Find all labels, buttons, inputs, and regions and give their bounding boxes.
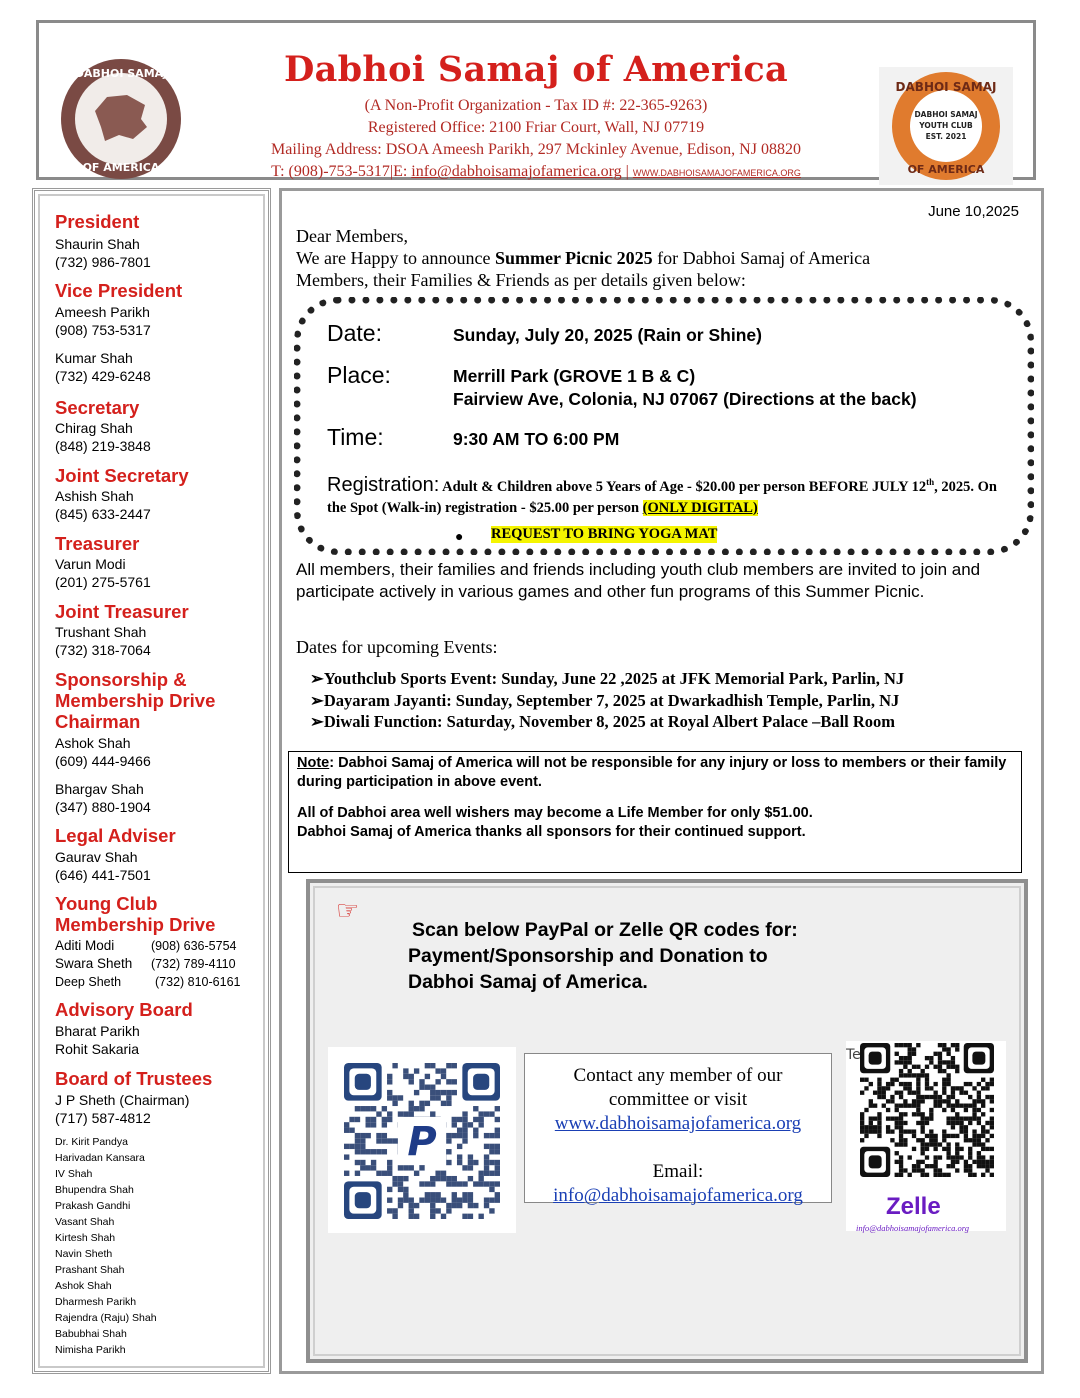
header-email-link[interactable]: info@dabhoisamajofamerica.org [411, 163, 622, 180]
registration-details: Registration: Adult & Children above 5 Years of Age - $20.00 per person BEFORE JULY 12th, 2025. On the Spot (Walk-in) registration - $25.00 per person (ONLY DIGITAL) [327, 473, 997, 516]
secretary-phone: (848) 219-3848 [55, 438, 151, 454]
joint-treasurer-name: Trushant Shah [55, 624, 147, 640]
legal-adviser-title: Legal Adviser [55, 825, 176, 846]
invitation-text: All members, their families and friends including youth club members are invited to join and participate actively in various games and other fun programs of this Summer Picnic. [296, 560, 981, 601]
upcoming-event-item: ➢Youthclub Sports Event: Sunday, June 22 ,2025 at JFK Memorial Park, Parlin, NJ [310, 669, 905, 688]
mailing-address-line: Mailing Address: DSOA Ameesh Parikh, 297 Mckinley Avenue, Edison, NJ 08820 [271, 141, 801, 158]
secretary-title: Secretary [55, 397, 140, 418]
president-title: President [55, 211, 140, 232]
paypal-qr-code[interactable] [328, 1047, 516, 1233]
joint-secretary-phone: (845) 633-2447 [55, 506, 151, 522]
arrow-bullet-icon: ➢ [310, 669, 324, 688]
place-value-2: Fairview Ave, Colonia, NJ 07067 (Directions at the back) [453, 389, 917, 409]
committee-sidebar [32, 188, 271, 1374]
trustee-member: Harivadan Kansara [55, 1152, 145, 1164]
trustee-member: Prakash Gandhi [55, 1200, 131, 1212]
trustee-member: Dharmesh Parikh [55, 1296, 137, 1308]
upcoming-event-item: ➢Dayaram Jayanti: Sunday, September 7, 2025 at Dwarkadhish Temple, Parlin, NJ [310, 691, 900, 710]
greeting-block [296, 225, 1016, 291]
young-club-member-1: Aditi Modi (908) 636-5754 [55, 938, 237, 953]
greeting: Dear Members, [296, 226, 408, 246]
trustee-member: Bhupendra Shah [55, 1184, 134, 1196]
treasurer-phone: (201) 275-5761 [55, 574, 151, 590]
time-label: Time: [327, 424, 384, 450]
right-logo-top-text: DABHOI SAMAJ [895, 80, 997, 94]
zelle-logo: Zelle [886, 1193, 941, 1220]
trustees-chairman: J P Sheth (Chairman) [55, 1092, 190, 1108]
trustee-member: Nimisha Parikh [55, 1344, 126, 1356]
right-logo-center-2: YOUTH CLUB [919, 121, 973, 130]
contact-info-box: Contact any member of our committee or visit www.dabhoisamajofamerica.org Email: info@dabhoisamajofamerica.org [524, 1053, 832, 1203]
trustees-title: Board of Trustees [55, 1068, 213, 1089]
treasurer-title: Treasurer [55, 533, 140, 554]
sponsor-thanks-text: Dabhoi Samaj of America thanks all sponsors for their continued support. [297, 824, 806, 840]
upcoming-event-item: ➢Diwali Function: Saturday, November 8, 2025 at Royal Albert Palace –Ball Room [310, 712, 896, 731]
paypal-logo-icon: P [407, 1119, 437, 1165]
intro-line-1: We are Happy to announce Summer Picnic 2025 for Dabhoi Samaj of America [296, 248, 871, 268]
phone-text: T: (908)-753-5317|E: [271, 163, 412, 180]
vp-phone-1: (908) 753-5317 [55, 322, 151, 338]
main-letter [279, 188, 1044, 1374]
date-value: Sunday, July 20, 2025 (Rain or Shine) [453, 325, 762, 345]
trustee-member: Rajendra (Raju) Shah [55, 1312, 157, 1324]
trustee-member: Dr. Kirit Pandya [55, 1136, 128, 1148]
trustee-member: IV Shah [55, 1168, 93, 1180]
header-website-link[interactable]: WWW.DABHOISAMAJOFAMERICA.ORG [632, 168, 801, 178]
vp-name-1: Ameesh Parikh [55, 304, 150, 320]
trustee-member: Kirtesh Shah [55, 1232, 116, 1244]
letter-date: June 10,2025 [928, 203, 1019, 220]
young-club-member-3: Deep Sheth (732) 810-6161 [55, 975, 241, 989]
arrow-bullet-icon: ➢ [310, 691, 324, 710]
trustee-member: Babubhai Shah [55, 1328, 127, 1340]
letterhead [36, 20, 1036, 180]
left-logo-top-text: DABHOI SAMAJ [74, 67, 168, 80]
sponsorship-title-3: Chairman [55, 711, 141, 732]
vice-president-title: Vice President [55, 280, 183, 301]
registered-office-line: Registered Office: 2100 Friar Court, Wall, NJ 07719 [367, 119, 705, 136]
zelle-corner-text: Te [846, 1047, 861, 1063]
arrow-bullet-icon: ➢ [310, 712, 324, 731]
tax-id-line: (A Non-Profit Organization - Tax ID #: 22-365-9263) [364, 97, 708, 114]
legal-adviser-name: Gaurav Shah [55, 849, 138, 865]
sponsorship-phone-2: (347) 880-1904 [55, 799, 151, 815]
sponsorship-phone-1: (609) 444-9466 [55, 753, 151, 769]
vp-name-2: Kumar Shah [55, 350, 133, 366]
trustees-phone: (717) 587-4812 [55, 1110, 151, 1126]
sponsorship-title-2: Membership Drive [55, 690, 216, 711]
place-label: Place: [327, 362, 391, 388]
event-details-box [294, 297, 1034, 555]
event-name: Summer Picnic 2025 [494, 248, 653, 268]
young-club-title-2: Membership Drive [55, 914, 216, 935]
trustee-member: Navin Sheth [55, 1248, 113, 1260]
right-logo-bottom-text: OF AMERICA [907, 163, 985, 176]
joint-treasurer-title: Joint Treasurer [55, 601, 189, 622]
president-phone: (732) 986-7801 [55, 254, 151, 270]
sponsorship-title-1: Sponsorship & [55, 669, 187, 690]
intro-line-2: Members, their Families & Friends as per details given below: [296, 270, 746, 290]
left-logo-bottom-text: OF AMERICA [82, 161, 160, 174]
trustee-member: Prashant Shah [55, 1264, 125, 1276]
place-value-1: Merrill Park (GROVE 1 B & C) [453, 366, 696, 386]
youth-club-logo [879, 67, 1013, 185]
joint-secretary-name: Ashish Shah [55, 488, 134, 504]
advisory-board-title: Advisory Board [55, 999, 193, 1020]
zelle-email: info@dabhoisamajofamerica.org [856, 1223, 970, 1233]
vp-phone-2: (732) 429-6248 [55, 368, 151, 384]
contact-line: T: (908)-753-5317|E: info@dabhoisamajofamerica.org | WWW.DABHOISAMAJOFAMERICA.ORG [271, 163, 801, 180]
young-club-title-1: Young Club [55, 893, 158, 914]
disclaimer-note-box [288, 751, 1022, 873]
date-label: Date: [327, 320, 382, 346]
right-logo-center-1: DABHOI SAMAJ [914, 110, 978, 119]
right-logo-center-3: EST. 2021 [925, 132, 967, 141]
bullet-icon: ● [455, 528, 464, 544]
payment-box [306, 879, 1028, 1363]
legal-adviser-phone: (646) 441-7501 [55, 867, 151, 883]
only-digital-highlight: (ONLY DIGITAL) [642, 499, 758, 516]
treasurer-name: Varun Modi [55, 556, 126, 572]
joint-treasurer-phone: (732) 318-7064 [55, 642, 151, 658]
young-club-member-2: Swara Sheth (732) 789-4110 [55, 956, 236, 971]
scan-instructions: Scan below PayPal or Zelle QR codes for: Payment/Sponsorship and Donation to Dabhoi Samaj of America. [408, 919, 798, 993]
disclaimer-note: Note: Dabhoi Samaj of America will not be responsible for any injury or loss to members or their family during participation in above event. [297, 755, 1007, 790]
life-member-text: All of Dabhoi area well wishers may become a Life Member for only $51.00. [297, 805, 813, 821]
org-title: Dabhoi Samaj of America [284, 49, 788, 90]
email-link[interactable]: info@dabhoisamajofamerica.org [553, 1185, 803, 1206]
sponsorship-name-2: Bhargav Shah [55, 781, 144, 797]
sponsorship-name-1: Ashok Shah [55, 735, 131, 751]
time-value: 9:30 AM TO 6:00 PM [453, 429, 620, 449]
pointing-hand-icon: ☞ [336, 895, 360, 925]
joint-secretary-title: Joint Secretary [55, 465, 189, 486]
website-link[interactable]: www.dabhoisamajofamerica.org [554, 1113, 802, 1134]
president-name: Shaurin Shah [55, 236, 140, 252]
secretary-name: Chirag Shah [55, 420, 133, 436]
trustee-member: Ashok Shah [55, 1280, 112, 1292]
registration-label: Registration: [327, 473, 440, 496]
upcoming-events-title: Dates for upcoming Events: [296, 637, 498, 657]
yoga-mat-request: REQUEST TO BRING YOGA MAT [491, 526, 718, 542]
trustee-member: Vasant Shah [55, 1216, 115, 1228]
advisory-member-1: Bharat Parikh [55, 1023, 140, 1039]
advisory-member-2: Rohit Sakaria [55, 1041, 140, 1057]
